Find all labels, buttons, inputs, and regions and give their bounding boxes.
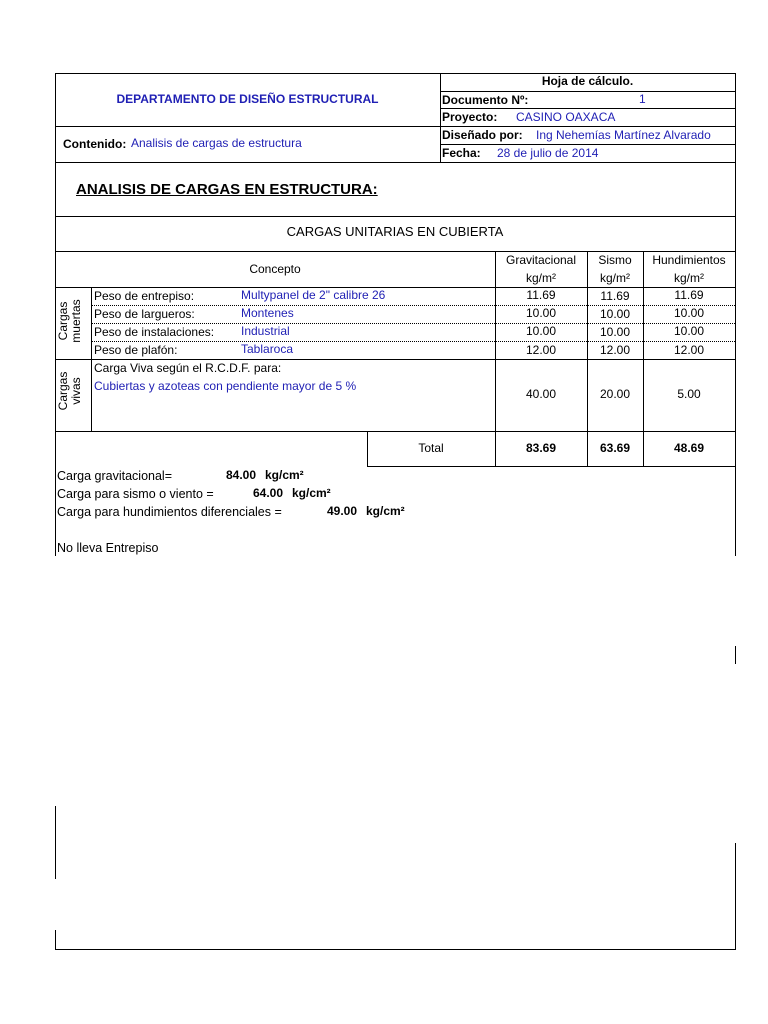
page-line xyxy=(55,930,56,950)
dead-load-grav: 11.69 xyxy=(526,288,556,302)
live-load-label: Carga Viva según el R.C.D.F. para: xyxy=(94,361,282,375)
summary-unit: kg/cm² xyxy=(366,504,405,518)
summary-label: Carga gravitacional= xyxy=(57,469,172,483)
row-separator xyxy=(92,341,735,342)
table-divider xyxy=(55,216,735,217)
page-line xyxy=(55,949,735,950)
total-label: Total xyxy=(418,441,444,455)
dead-load-material: Montenes xyxy=(241,306,294,320)
dead-load-label: Peso de entrepiso: xyxy=(94,289,195,303)
sheet-title: Hoja de cálculo. xyxy=(541,74,634,88)
note-text: No lleva Entrepiso xyxy=(57,541,159,555)
summary-unit: kg/cm² xyxy=(265,468,304,482)
row-separator xyxy=(92,305,735,306)
table-divider xyxy=(55,162,735,163)
designed-value: Ing Nehemías Martínez Alvarado xyxy=(536,128,711,142)
dead-load-material: Tablaroca xyxy=(241,342,294,356)
concept-header: Concepto xyxy=(249,262,301,276)
summary-label: Carga para hundimientos diferenciales = xyxy=(57,505,282,519)
table-border xyxy=(735,73,736,556)
summary-value: 64.00 xyxy=(253,486,284,500)
page-line xyxy=(735,646,736,664)
live-load-grav: 40.00 xyxy=(525,387,557,401)
dead-load-label: Peso de plafón: xyxy=(94,343,178,357)
sismo-unit: kg/m² xyxy=(600,271,630,285)
row-separator xyxy=(92,323,735,324)
summary-value: 84.00 xyxy=(226,468,257,482)
dead-load-hund: 11.69 xyxy=(674,288,704,302)
project-value: CASINO OAXACA xyxy=(516,110,616,124)
summary-unit: kg/cm² xyxy=(292,486,331,500)
dead-load-material: Multypanel de 2" calibre 26 xyxy=(241,288,386,302)
hund-unit: kg/m² xyxy=(674,271,704,285)
designed-label: Diseñado por: xyxy=(442,128,523,142)
hund-header: Hundimientos xyxy=(652,253,726,267)
live-load-material: Cubiertas y azoteas con pendiente mayor de 5 % xyxy=(94,379,357,393)
table-divider xyxy=(55,126,735,127)
section-title: CARGAS UNITARIAS EN CUBIERTA xyxy=(286,224,504,239)
main-title: ANALISIS DE CARGAS EN ESTRUCTURA: xyxy=(76,181,378,198)
project-label: Proyecto: xyxy=(442,110,498,124)
dead-load-label: Peso de largueros: xyxy=(94,307,195,321)
dead-load-hund: 10.00 xyxy=(673,324,705,338)
grav-header: Gravitacional xyxy=(505,253,577,267)
total-grav: 83.69 xyxy=(525,441,557,455)
document-value: 1 xyxy=(639,92,646,106)
content-label: Contenido: xyxy=(63,137,127,151)
total-bottom xyxy=(367,466,735,467)
date-value: 28 de julio de 2014 xyxy=(497,146,599,160)
table-divider xyxy=(55,359,735,360)
table-divider xyxy=(440,91,735,92)
table-divider xyxy=(440,144,735,145)
table-divider xyxy=(55,287,735,288)
content-value: Analisis de cargas de estructura xyxy=(131,136,302,150)
dead-load-material: Industrial xyxy=(241,324,290,338)
dead-load-sismo: 10.00 xyxy=(599,307,631,321)
summary-label: Carga para sismo o viento = xyxy=(57,487,214,501)
total-sismo: 63.69 xyxy=(599,441,631,455)
dead-loads-label: Cargas muertas xyxy=(56,299,83,343)
dead-load-grav: 12.00 xyxy=(525,343,557,357)
table-divider xyxy=(440,108,735,109)
total-hund: 48.69 xyxy=(673,441,705,455)
sismo-header: Sismo xyxy=(598,253,632,267)
page-line xyxy=(55,806,56,879)
live-loads-label: Cargas vivas xyxy=(56,371,83,411)
live-load-sismo: 20.00 xyxy=(599,387,631,401)
dead-load-grav: 10.00 xyxy=(525,306,557,320)
grav-unit: kg/m² xyxy=(526,271,556,285)
table-divider xyxy=(55,251,735,252)
dead-load-sismo: 12.00 xyxy=(599,343,631,357)
dead-load-label: Peso de instalaciones: xyxy=(94,325,215,339)
dead-load-grav: 10.00 xyxy=(525,324,557,338)
document-label: Documento Nº: xyxy=(442,93,529,107)
date-label: Fecha: xyxy=(442,146,481,160)
live-load-hund: 5.00 xyxy=(677,387,701,401)
page-line xyxy=(735,843,736,950)
table-divider xyxy=(55,431,735,432)
department-title: DEPARTAMENTO DE DISEÑO ESTRUCTURAL xyxy=(116,92,379,106)
dead-load-sismo: 11.69 xyxy=(600,289,630,303)
dead-load-sismo: 10.00 xyxy=(599,325,631,339)
dead-load-hund: 10.00 xyxy=(673,306,705,320)
summary-value: 49.00 xyxy=(327,504,358,518)
dead-load-hund: 12.00 xyxy=(673,343,705,357)
